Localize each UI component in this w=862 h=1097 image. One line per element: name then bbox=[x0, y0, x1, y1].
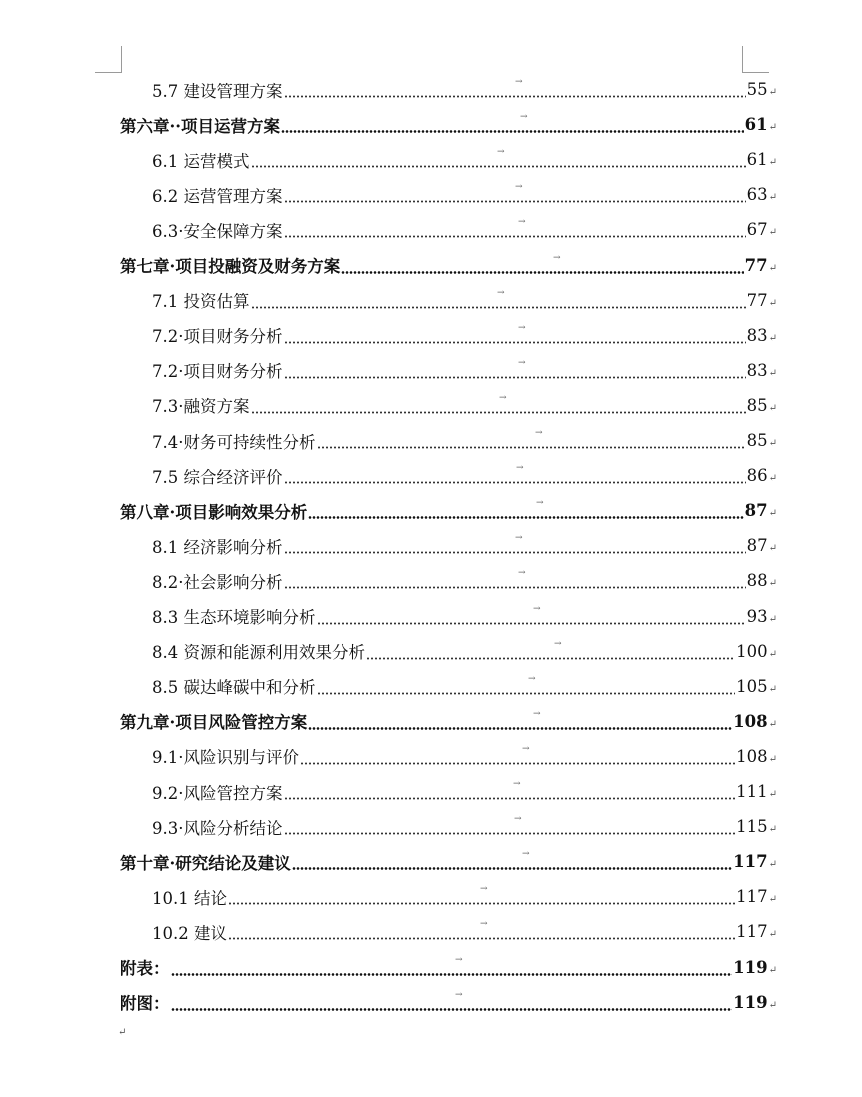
toc-chapter-entry[interactable] bbox=[120, 950, 777, 985]
dot-leader bbox=[308, 493, 743, 528]
toc-entry-title: 5.7 建设管理方案 bbox=[152, 81, 283, 101]
dot-leader bbox=[300, 739, 735, 774]
tab-mark-icon: → bbox=[516, 463, 524, 474]
toc-entry-title: 9.2·风险管控方案 bbox=[152, 783, 283, 803]
tab-mark-icon: → bbox=[522, 849, 530, 860]
dot-leader bbox=[366, 634, 735, 669]
dot-leader bbox=[284, 318, 746, 353]
tab-mark-icon: → bbox=[497, 147, 505, 158]
toc-section-entry[interactable] bbox=[152, 353, 777, 388]
toc-entry-title: 7.2·项目财务分析 bbox=[152, 327, 283, 347]
toc-chapter-entry[interactable] bbox=[120, 493, 777, 528]
toc-entry-title: 9.3·风险分析结论 bbox=[152, 818, 283, 838]
toc-section-entry[interactable] bbox=[152, 212, 777, 247]
tab-mark-icon: → bbox=[480, 919, 488, 930]
toc-page-number: 108 bbox=[733, 711, 768, 731]
paragraph-mark-icon: ↵ bbox=[768, 157, 777, 169]
toc-page-number: 55 bbox=[746, 80, 768, 99]
toc-chapter-entry[interactable] bbox=[120, 107, 777, 142]
paragraph-mark-icon: ↵ bbox=[768, 964, 777, 976]
toc-section-entry[interactable] bbox=[152, 879, 777, 914]
toc-entry-title: 7.1 投资估算 bbox=[152, 292, 250, 312]
paragraph-mark-icon: ↵ bbox=[768, 438, 777, 449]
tab-mark-icon: → bbox=[455, 954, 463, 965]
toc-page-number: 105 bbox=[736, 676, 768, 696]
toc-page-number: 87 bbox=[746, 536, 768, 556]
top-left-margin-mark bbox=[95, 46, 122, 73]
tab-mark-icon: → bbox=[535, 428, 543, 438]
toc-entry-title: 第八章·项目影响效果分析 bbox=[120, 502, 308, 522]
tab-mark-icon: → bbox=[533, 708, 541, 719]
paragraph-mark-icon: ↵ bbox=[768, 683, 777, 695]
toc-entry-title: 第九章·项目风险管控方案 bbox=[120, 713, 308, 733]
toc-page-number: 100 bbox=[736, 641, 768, 661]
toc-entry-title: 8.2·社会影响分析 bbox=[152, 572, 283, 592]
toc-section-entry[interactable] bbox=[152, 72, 777, 107]
toc-section-entry[interactable] bbox=[152, 283, 777, 318]
toc-page-number: 85 bbox=[746, 431, 768, 450]
paragraph-mark-icon: ↵ bbox=[768, 87, 777, 98]
paragraph-mark-icon: ↵ bbox=[768, 789, 777, 800]
toc-section-entry[interactable] bbox=[152, 177, 777, 212]
toc-page-number: 119 bbox=[733, 957, 768, 977]
toc-section-entry[interactable] bbox=[152, 528, 777, 563]
tab-mark-icon: → bbox=[554, 638, 562, 649]
toc-page-number: 117 bbox=[733, 852, 768, 872]
dot-leader bbox=[171, 950, 733, 985]
toc-section-entry[interactable] bbox=[152, 388, 777, 423]
tab-mark-icon: → bbox=[515, 182, 523, 193]
paragraph-mark-icon: ↵ bbox=[768, 929, 777, 941]
dot-leader bbox=[284, 72, 746, 107]
dot-leader bbox=[292, 844, 732, 879]
dot-leader bbox=[228, 879, 735, 914]
tab-mark-icon: → bbox=[518, 217, 526, 228]
dot-leader bbox=[251, 283, 746, 318]
toc-page-number: 87 bbox=[744, 501, 768, 521]
paragraph-mark-icon: ↵ bbox=[768, 543, 777, 555]
tab-mark-icon: → bbox=[515, 533, 523, 544]
dot-leader bbox=[171, 985, 733, 1020]
dot-leader bbox=[251, 142, 746, 177]
paragraph-mark-icon: ↵ bbox=[768, 192, 777, 204]
dot-leader bbox=[341, 248, 743, 283]
toc-section-entry[interactable] bbox=[152, 599, 777, 634]
toc-entry-title: 8.3 生态环境影响分析 bbox=[152, 608, 316, 627]
toc-entry-title: 第十章·研究结论及建议 bbox=[120, 853, 291, 873]
tab-mark-icon: → bbox=[480, 884, 488, 895]
paragraph-mark-icon: ↵ bbox=[768, 999, 777, 1011]
tab-mark-icon: → bbox=[528, 673, 536, 684]
toc-page-number: 111 bbox=[736, 782, 768, 801]
paragraph-mark-icon: ↵ bbox=[768, 367, 777, 379]
paragraph-mark-icon: ↵ bbox=[768, 262, 777, 274]
dot-leader bbox=[284, 774, 736, 809]
toc-entry-title: 7.3·融资方案 bbox=[152, 397, 250, 417]
dot-leader bbox=[317, 599, 746, 634]
toc-entry-title: 7.5 综合经济评价 bbox=[152, 467, 283, 487]
tab-mark-icon: → bbox=[536, 498, 544, 509]
toc-page-number: 77 bbox=[746, 290, 768, 310]
paragraph-mark-icon: ↵ bbox=[768, 824, 777, 836]
dot-leader bbox=[284, 177, 746, 212]
toc-section-entry[interactable] bbox=[152, 669, 777, 704]
paragraph-mark-icon: ↵ bbox=[768, 718, 777, 730]
paragraph-mark-icon: ↵ bbox=[768, 613, 777, 625]
toc-entry-title: 附图： bbox=[120, 994, 170, 1014]
paragraph-mark-icon: ↵ bbox=[768, 578, 777, 590]
toc-entry-title: 6.1 运营模式 bbox=[152, 151, 250, 171]
toc-entry-title: 第七章·项目投融资及财务方案 bbox=[120, 257, 341, 276]
toc-page-number: 117 bbox=[736, 887, 768, 907]
toc-section-entry[interactable] bbox=[152, 774, 777, 809]
toc-page-number: 119 bbox=[733, 992, 768, 1012]
toc-page-number: 83 bbox=[746, 360, 768, 380]
toc-entry-title: 8.4 资源和能源利用效果分析 bbox=[152, 643, 365, 663]
dot-leader bbox=[228, 914, 735, 949]
tab-mark-icon: → bbox=[520, 112, 528, 123]
tab-mark-icon: → bbox=[522, 743, 530, 754]
paragraph-mark-icon: ↵ bbox=[768, 753, 777, 765]
tab-mark-icon: → bbox=[497, 287, 505, 298]
toc-page-number: 77 bbox=[744, 255, 768, 275]
toc-entry-title: 6.3·安全保障方案 bbox=[152, 221, 283, 241]
toc-section-entry[interactable] bbox=[152, 458, 777, 493]
dot-leader bbox=[284, 458, 746, 493]
toc-section-entry[interactable] bbox=[152, 142, 777, 177]
dot-leader bbox=[317, 423, 746, 458]
toc-entry-title: 8.5 碳达峰碳中和分析 bbox=[152, 678, 316, 698]
toc-entry-title: 7.2·项目财务分析 bbox=[152, 362, 283, 382]
dot-leader bbox=[284, 563, 746, 598]
tab-mark-icon: → bbox=[514, 814, 522, 825]
toc-page-number: 86 bbox=[746, 466, 768, 486]
toc-page-number: 88 bbox=[746, 571, 768, 591]
paragraph-mark-icon: ↵ bbox=[768, 473, 777, 485]
toc-page-number: 63 bbox=[746, 185, 768, 205]
paragraph-mark-icon: ↵ bbox=[768, 122, 777, 134]
toc-section-entry[interactable] bbox=[152, 809, 777, 844]
toc-entry-title: 第六章··项目运营方案 bbox=[120, 116, 280, 136]
dot-leader bbox=[308, 704, 732, 739]
tab-mark-icon: → bbox=[518, 322, 526, 333]
paragraph-mark-icon: ↵ bbox=[768, 402, 777, 414]
toc-page-number: 83 bbox=[746, 325, 768, 345]
toc-entry-title: 8.1 经济影响分析 bbox=[152, 537, 283, 557]
toc-page-number: 108 bbox=[736, 746, 768, 766]
tab-mark-icon: → bbox=[518, 568, 526, 579]
paragraph-mark-icon: ↵ bbox=[768, 648, 777, 660]
toc-entry-title: 9.1·风险识别与评价 bbox=[152, 748, 299, 768]
dot-leader bbox=[284, 528, 746, 563]
toc-section-entry[interactable] bbox=[152, 914, 777, 949]
toc-entry-title: 7.4·财务可持续性分析 bbox=[152, 432, 316, 452]
toc-section-entry[interactable] bbox=[152, 423, 777, 458]
paragraph-mark-icon: ↵ bbox=[768, 859, 777, 871]
toc-section-entry[interactable] bbox=[152, 739, 777, 774]
tab-mark-icon: → bbox=[455, 989, 463, 1000]
toc-page-number: 117 bbox=[736, 922, 768, 942]
toc-page-number: 61 bbox=[746, 150, 768, 170]
paragraph-mark-icon: ↵ bbox=[768, 227, 777, 239]
tab-mark-icon: → bbox=[499, 392, 507, 403]
paragraph-mark-icon: ↵ bbox=[768, 508, 777, 520]
toc-page-number: 115 bbox=[736, 817, 768, 837]
paragraph-mark-icon: ↵ bbox=[768, 297, 777, 309]
paragraph-mark-icon: ↵ bbox=[118, 1027, 127, 1038]
tab-mark-icon: → bbox=[513, 779, 521, 789]
tab-mark-icon: → bbox=[515, 77, 523, 87]
tab-mark-icon: → bbox=[553, 252, 561, 263]
toc-entry-title: 10.1 结论 bbox=[152, 888, 227, 908]
toc-chapter-entry[interactable] bbox=[120, 844, 777, 879]
dot-leader bbox=[281, 107, 744, 142]
toc-page-number: 85 bbox=[746, 395, 768, 415]
toc-page-number: 93 bbox=[746, 606, 768, 626]
toc-section-entry[interactable] bbox=[152, 634, 777, 669]
dot-leader bbox=[284, 809, 736, 844]
dot-leader bbox=[317, 669, 736, 704]
top-right-margin-mark bbox=[742, 46, 769, 73]
toc-page-number: 67 bbox=[746, 220, 768, 240]
toc-chapter-entry[interactable] bbox=[120, 248, 777, 283]
toc-chapter-entry[interactable] bbox=[120, 985, 777, 1020]
dot-leader bbox=[251, 388, 746, 423]
tab-mark-icon: → bbox=[533, 603, 541, 614]
toc-entry-title: 6.2 运营管理方案 bbox=[152, 186, 283, 206]
dot-leader bbox=[284, 353, 746, 388]
tab-mark-icon: → bbox=[518, 357, 526, 368]
toc-chapter-entry[interactable] bbox=[120, 704, 777, 739]
toc-section-entry[interactable] bbox=[152, 318, 777, 353]
paragraph-mark-icon: ↵ bbox=[768, 332, 777, 344]
toc-entry-title: 附表： bbox=[120, 959, 170, 978]
dot-leader bbox=[284, 212, 746, 247]
toc-section-entry[interactable] bbox=[152, 563, 777, 598]
toc-entry-title: 10.2 建议 bbox=[152, 923, 227, 943]
toc-page-number: 61 bbox=[744, 115, 768, 135]
paragraph-mark-icon: ↵ bbox=[768, 894, 777, 906]
